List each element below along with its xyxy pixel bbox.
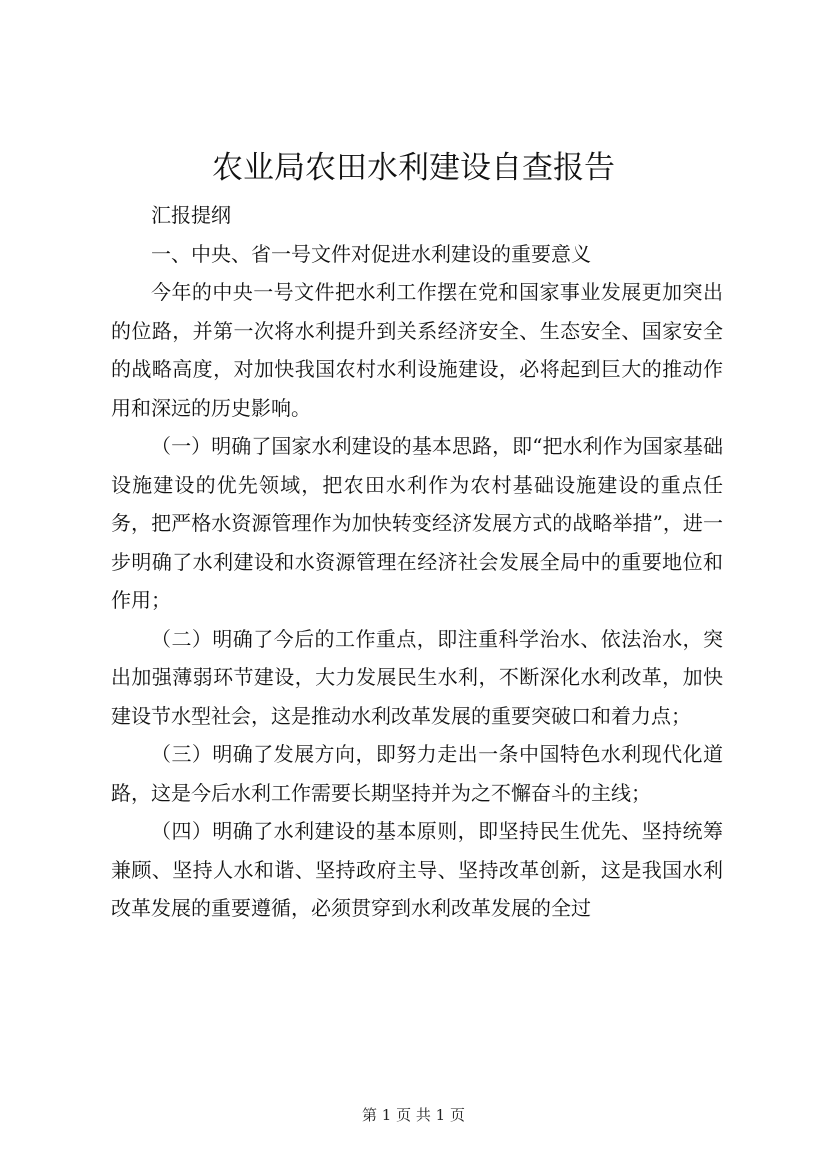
outline-heading: 汇报提纲 [151,203,231,227]
document-title: 农业局农田水利建设自查报告 [212,150,615,186]
body-paragraph: （一）明确了国家水利建设的基本思路，即“把水利作为国家基础设施建设的优先领域，把农田水利作为农村基础设施建设的重点任务，把严格水资源管理作为加快转变经济发展方式的战略举措”，进一步明确了水利建设和水资源管理在经济社会发展全局中的重要地位和作用； [111,434,723,612]
document-body [111,196,723,928]
body-paragraph: （二）明确了今后的工作重点，即注重科学治水、依法治水，突出加强薄弱环节建设，大力发展民生水利，不断深化水利改革，加快建设节水型社会，这是推动水利改革发展的重要突破口和着力点； [111,626,723,728]
section-heading: 一、中央、省一号文件对促进水利建设的重要意义 [151,241,591,266]
page-number-footer: 第 1 页 共 1 页 [362,1106,465,1124]
body-paragraph: （三）明确了发展方向，即努力走出一条中国特色水利现代化道路，这是今后水利工作需要长期坚持并为之不懈奋斗的主线； [111,742,723,805]
body-paragraph: 今年的中央一号文件把水利工作摆在党和国家事业发展更加突出的位路，并第一次将水利提升到关系经济安全、生态安全、国家安全的战略高度，对加快我国农村水利设施建设，必将起到巨大的推动作用和深远的历史影响。 [111,280,723,420]
body-paragraph: （四）明确了水利建设的基本原则，即坚持民生优先、坚持统筹兼顾、坚持人水和谐、坚持政府主导、坚持改革创新，这是我国水利改革发展的重要遵循，必须贯穿到水利改革发展的全过 [111,819,723,920]
